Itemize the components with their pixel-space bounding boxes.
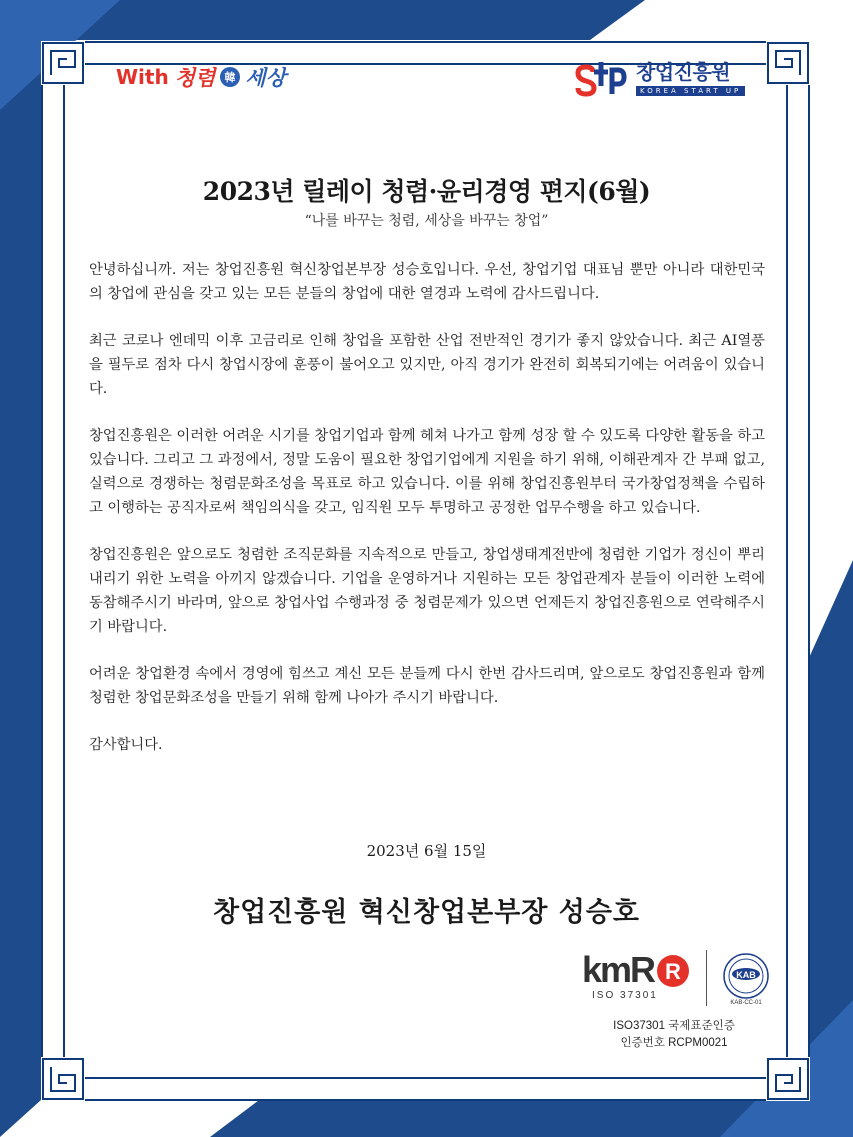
corner-pattern-top-right — [766, 41, 810, 85]
corner-pattern-bottom-left — [41, 1057, 85, 1101]
with-integrity-logo — [116, 60, 286, 94]
cert-divider — [706, 950, 707, 1006]
logo-with-text: With — [116, 65, 169, 89]
logo-mark-char: 韓 — [224, 71, 236, 84]
letter-date: 2023년 6월 15일 — [366, 842, 487, 860]
paragraph: 최근 코로나 엔데믹 이후 고금리로 인해 창업을 포함한 산업 전반적인 경기가 좋지 않았습니다. 최근 AI열풍을 필두로 점차 다시 창업시장에 훈풍이 불어오고 있지만, 아직 경기가 완전히 회복되기에는 어려움이 있습니다. — [89, 333, 765, 397]
kab-code: KAB-CC-01 — [730, 1000, 762, 1006]
letter-subtitle: “나를 바꾸는 청렴, 세상을 바꾸는 창업” — [304, 213, 549, 229]
org-subtitle: KOREA START UP — [636, 86, 745, 96]
corner-pattern-top-left — [41, 41, 85, 85]
kmr-logo — [582, 949, 655, 990]
paragraph: 안녕하십니까. 저는 창업진흥원 혁신창업본부장 성승호입니다. 우선, 창업기업 대표님 뿐만 아니라 대한민국의 창업에 관심을 갖고 있는 모든 분들의 창업에 대한 열경과 노력에 감사드립니다. — [89, 262, 765, 302]
cert-standard: ISO37301 국제표준인증 — [613, 1020, 735, 1032]
logo-mark-icon — [219, 66, 241, 88]
paragraph: 창업진흥원은 이러한 어려운 시기를 창업기업과 함께 헤쳐 나가고 함께 성장 할 수 있도록 다양한 활동을 하고 있습니다. 그리고 그 과정에서, 정말 도움이 필요한 창업기업에게 지원을 하기 위해, 이해관계자 간 부패 없고, 실력으로 경쟁하는 청렴문화조성을 목표로 하고 있습니다. 이를 위해 창업진흥원부터 국가창업정책을 수립하고 이행하는 공직자로써 책임의식을 갖고, 임직원 모두 투명하고 공정한 업무수행을 하고 있습니다. — [89, 428, 765, 516]
paragraph: 어려운 창업환경 속에서 경영에 힘쓰고 계신 모든 분들께 다시 한번 감사드리며, 앞으로도 창업진흥원과 함께 청렴한 창업문화조성을 만들기 위해 함께 나아가 주시기 바랍니다. — [89, 666, 765, 706]
logo-brand-b: 세상 — [245, 66, 286, 90]
kmr-r-badge-icon — [656, 954, 690, 988]
startup-mark-icon — [574, 58, 628, 98]
kab-logo-text: KAB — [736, 970, 756, 980]
org-name: 창업진흥원 — [636, 59, 731, 84]
certification-logos — [578, 948, 768, 1010]
paragraph: 창업진흥원은 앞으로도 청렴한 조직문화를 지속적으로 만들고, 창업생태계전반에 청렴한 기업가 정신이 뿌리내리기 위한 노력을 아끼지 않겠습니다. 기업을 운영하거나 지원하는 모든 창업관계자 분들이 이러한 노력에 동참해주시기 바라며, 앞으로 창업사업 수행과정 중 청렴문제가 있으면 언제든지 창업진흥원으로 연락해주시기 바랍니다. — [89, 547, 765, 635]
corner-pattern-bottom-right — [766, 1057, 810, 1101]
letter-title: 2023년 릴레이 청렴·윤리경영 편지(6월) — [202, 177, 651, 206]
svg-text:R: R — [665, 959, 681, 984]
kised-logo — [574, 56, 745, 100]
paragraph: 감사합니다. — [89, 737, 163, 753]
letter-body — [89, 258, 765, 780]
kmr-logo-text: kmR — [582, 949, 655, 990]
logo-brand-a: 청렴 — [174, 66, 216, 90]
letter-signature: 창업진흥원 혁신창업본부장 성승호 — [212, 897, 641, 928]
kmr-iso-label: ISO 37301 — [592, 990, 658, 1001]
kab-seal-icon — [718, 952, 774, 1000]
cert-number: 인증번호 RCPM0021 — [620, 1037, 728, 1049]
